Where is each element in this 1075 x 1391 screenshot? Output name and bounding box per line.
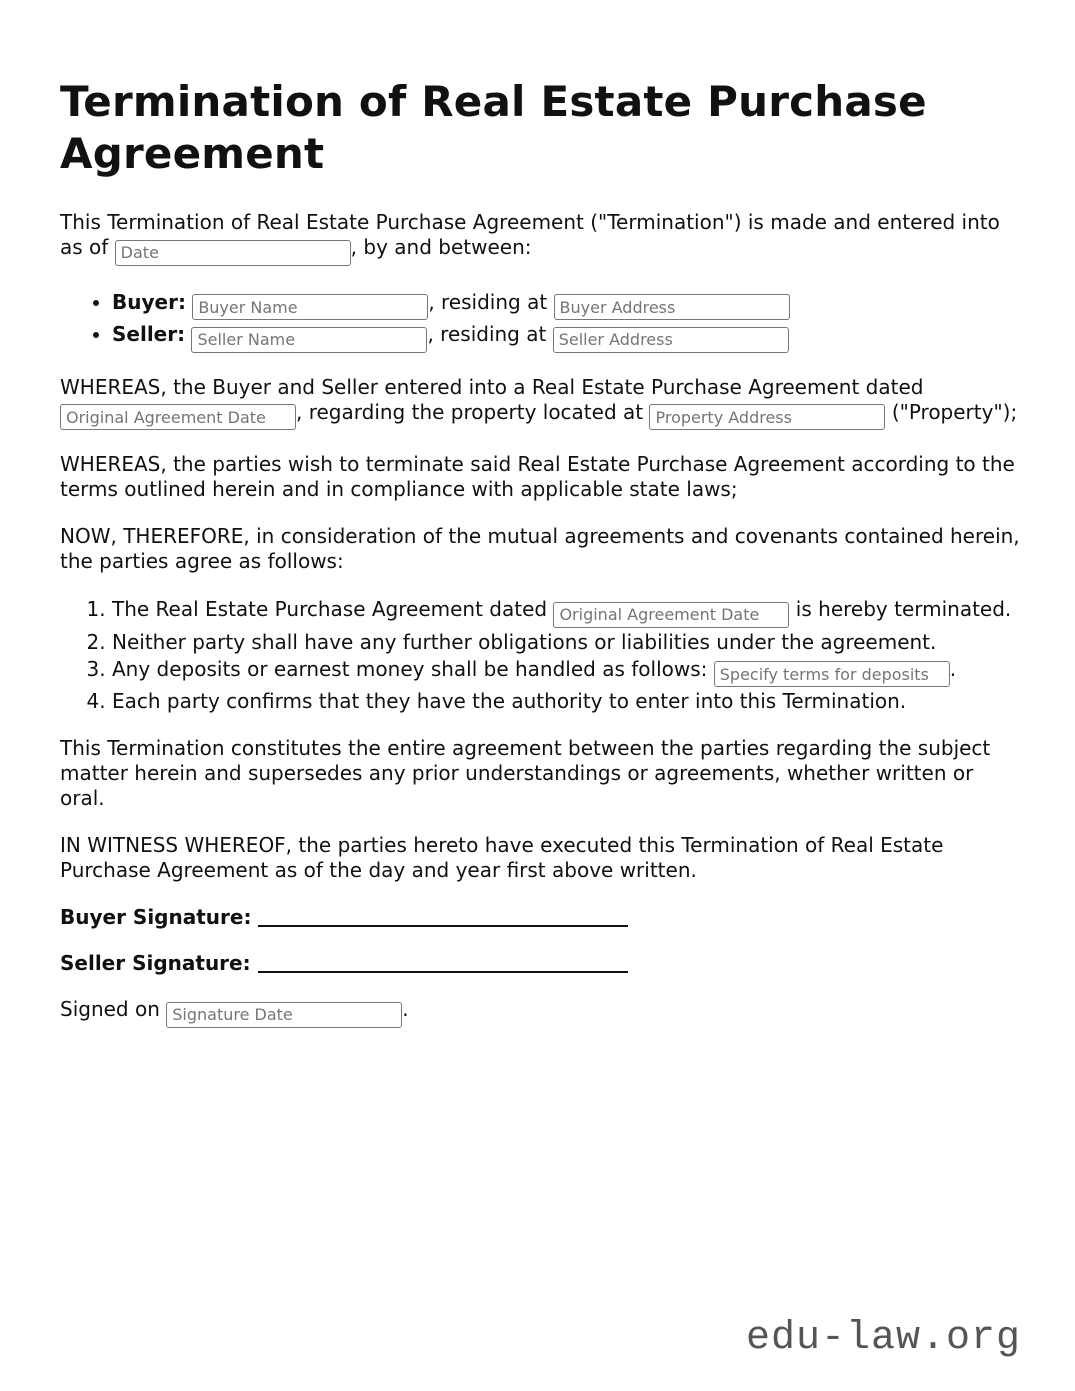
term-item-3 [112, 656, 1020, 688]
signed-on-period: . [402, 997, 409, 1021]
intro-text-after: , by and between: [350, 235, 532, 259]
parties-list [60, 288, 1020, 353]
signature-date-field[interactable] [166, 1002, 402, 1028]
term-original-agreement-date-field[interactable] [553, 602, 789, 628]
date-field[interactable] [115, 240, 351, 266]
term3-text: Any deposits or earnest money shall be handled as follows: [112, 656, 714, 681]
watermark-logo: edu-law.org [746, 1316, 1022, 1361]
term-item-1 [112, 596, 1020, 628]
buyer-address-field[interactable] [554, 294, 790, 320]
property-address-field[interactable] [649, 404, 885, 430]
whereas-paragraph-1 [60, 375, 1020, 431]
buyer-name-field[interactable] [192, 294, 428, 320]
seller-address-field[interactable] [553, 327, 789, 353]
intro-text: This Termination of Real Estate Purchase Agreement ("Termination") is made and entered into as of [60, 210, 1000, 259]
signed-on-row [60, 997, 1020, 1028]
residing-at-text: , residing at [427, 322, 553, 346]
original-agreement-date-field[interactable] [60, 404, 296, 430]
buyer-signature-line[interactable] [258, 905, 628, 927]
party-seller [112, 320, 1020, 353]
buyer-signature-row [60, 905, 1020, 930]
seller-signature-row [60, 951, 1020, 976]
intro-paragraph [60, 210, 1020, 266]
now-therefore-paragraph: NOW, THEREFORE, in consideration of the mutual agreements and covenants contained herein, the parties agree as follows: [60, 524, 1020, 573]
term1-text-after: is hereby terminated. [789, 597, 1012, 621]
whereas1-text-mid: , regarding the property located at [296, 399, 650, 424]
terms-list [60, 596, 1020, 714]
residing-at-text: , residing at [428, 289, 554, 314]
seller-name-field[interactable] [191, 327, 427, 353]
document-title: Termination of Real Estate Purchase Agreement [60, 77, 927, 178]
term-item-4: 4. Each party confirms that they have the authority to enter into this Termination. [112, 688, 1020, 714]
whereas1-text-after: ("Property"); [885, 399, 1018, 424]
buyer-signature-label: Buyer Signature: [60, 905, 252, 929]
seller-label: Seller: [112, 322, 186, 346]
term1-text: The Real Estate Purchase Agreement dated [112, 597, 554, 621]
entire-agreement-paragraph: This Termination constitutes the entire agreement between the parties regarding the subject matter herein and supersedes any prior understandings or agreements, whether written or oral. [60, 736, 991, 810]
witness-paragraph: IN WITNESS WHEREOF, the parties hereto have executed this Termination of Real Estate Purchase Agreement as of the day and year first above written. [60, 833, 944, 882]
buyer-label: Buyer: [112, 289, 186, 314]
whereas1-text: WHEREAS, the Buyer and Seller entered into a Real Estate Purchase Agreement dated [60, 374, 924, 399]
signed-on-label: Signed on [60, 997, 167, 1021]
whereas-paragraph-2: WHEREAS, the parties wish to terminate said Real Estate Purchase Agreement according to the terms outlined herein and in compliance with applicable state laws; [60, 452, 1015, 501]
deposit-terms-field[interactable] [714, 661, 950, 687]
seller-signature-line[interactable] [258, 951, 628, 973]
document-page [60, 76, 1020, 1049]
seller-signature-label: Seller Signature: [60, 951, 251, 975]
party-buyer [112, 288, 1020, 321]
term-item-2: 2. Neither party shall have any further obligations or liabilities under the agreement. [112, 629, 1020, 655]
term3-text-after: . [949, 656, 957, 681]
